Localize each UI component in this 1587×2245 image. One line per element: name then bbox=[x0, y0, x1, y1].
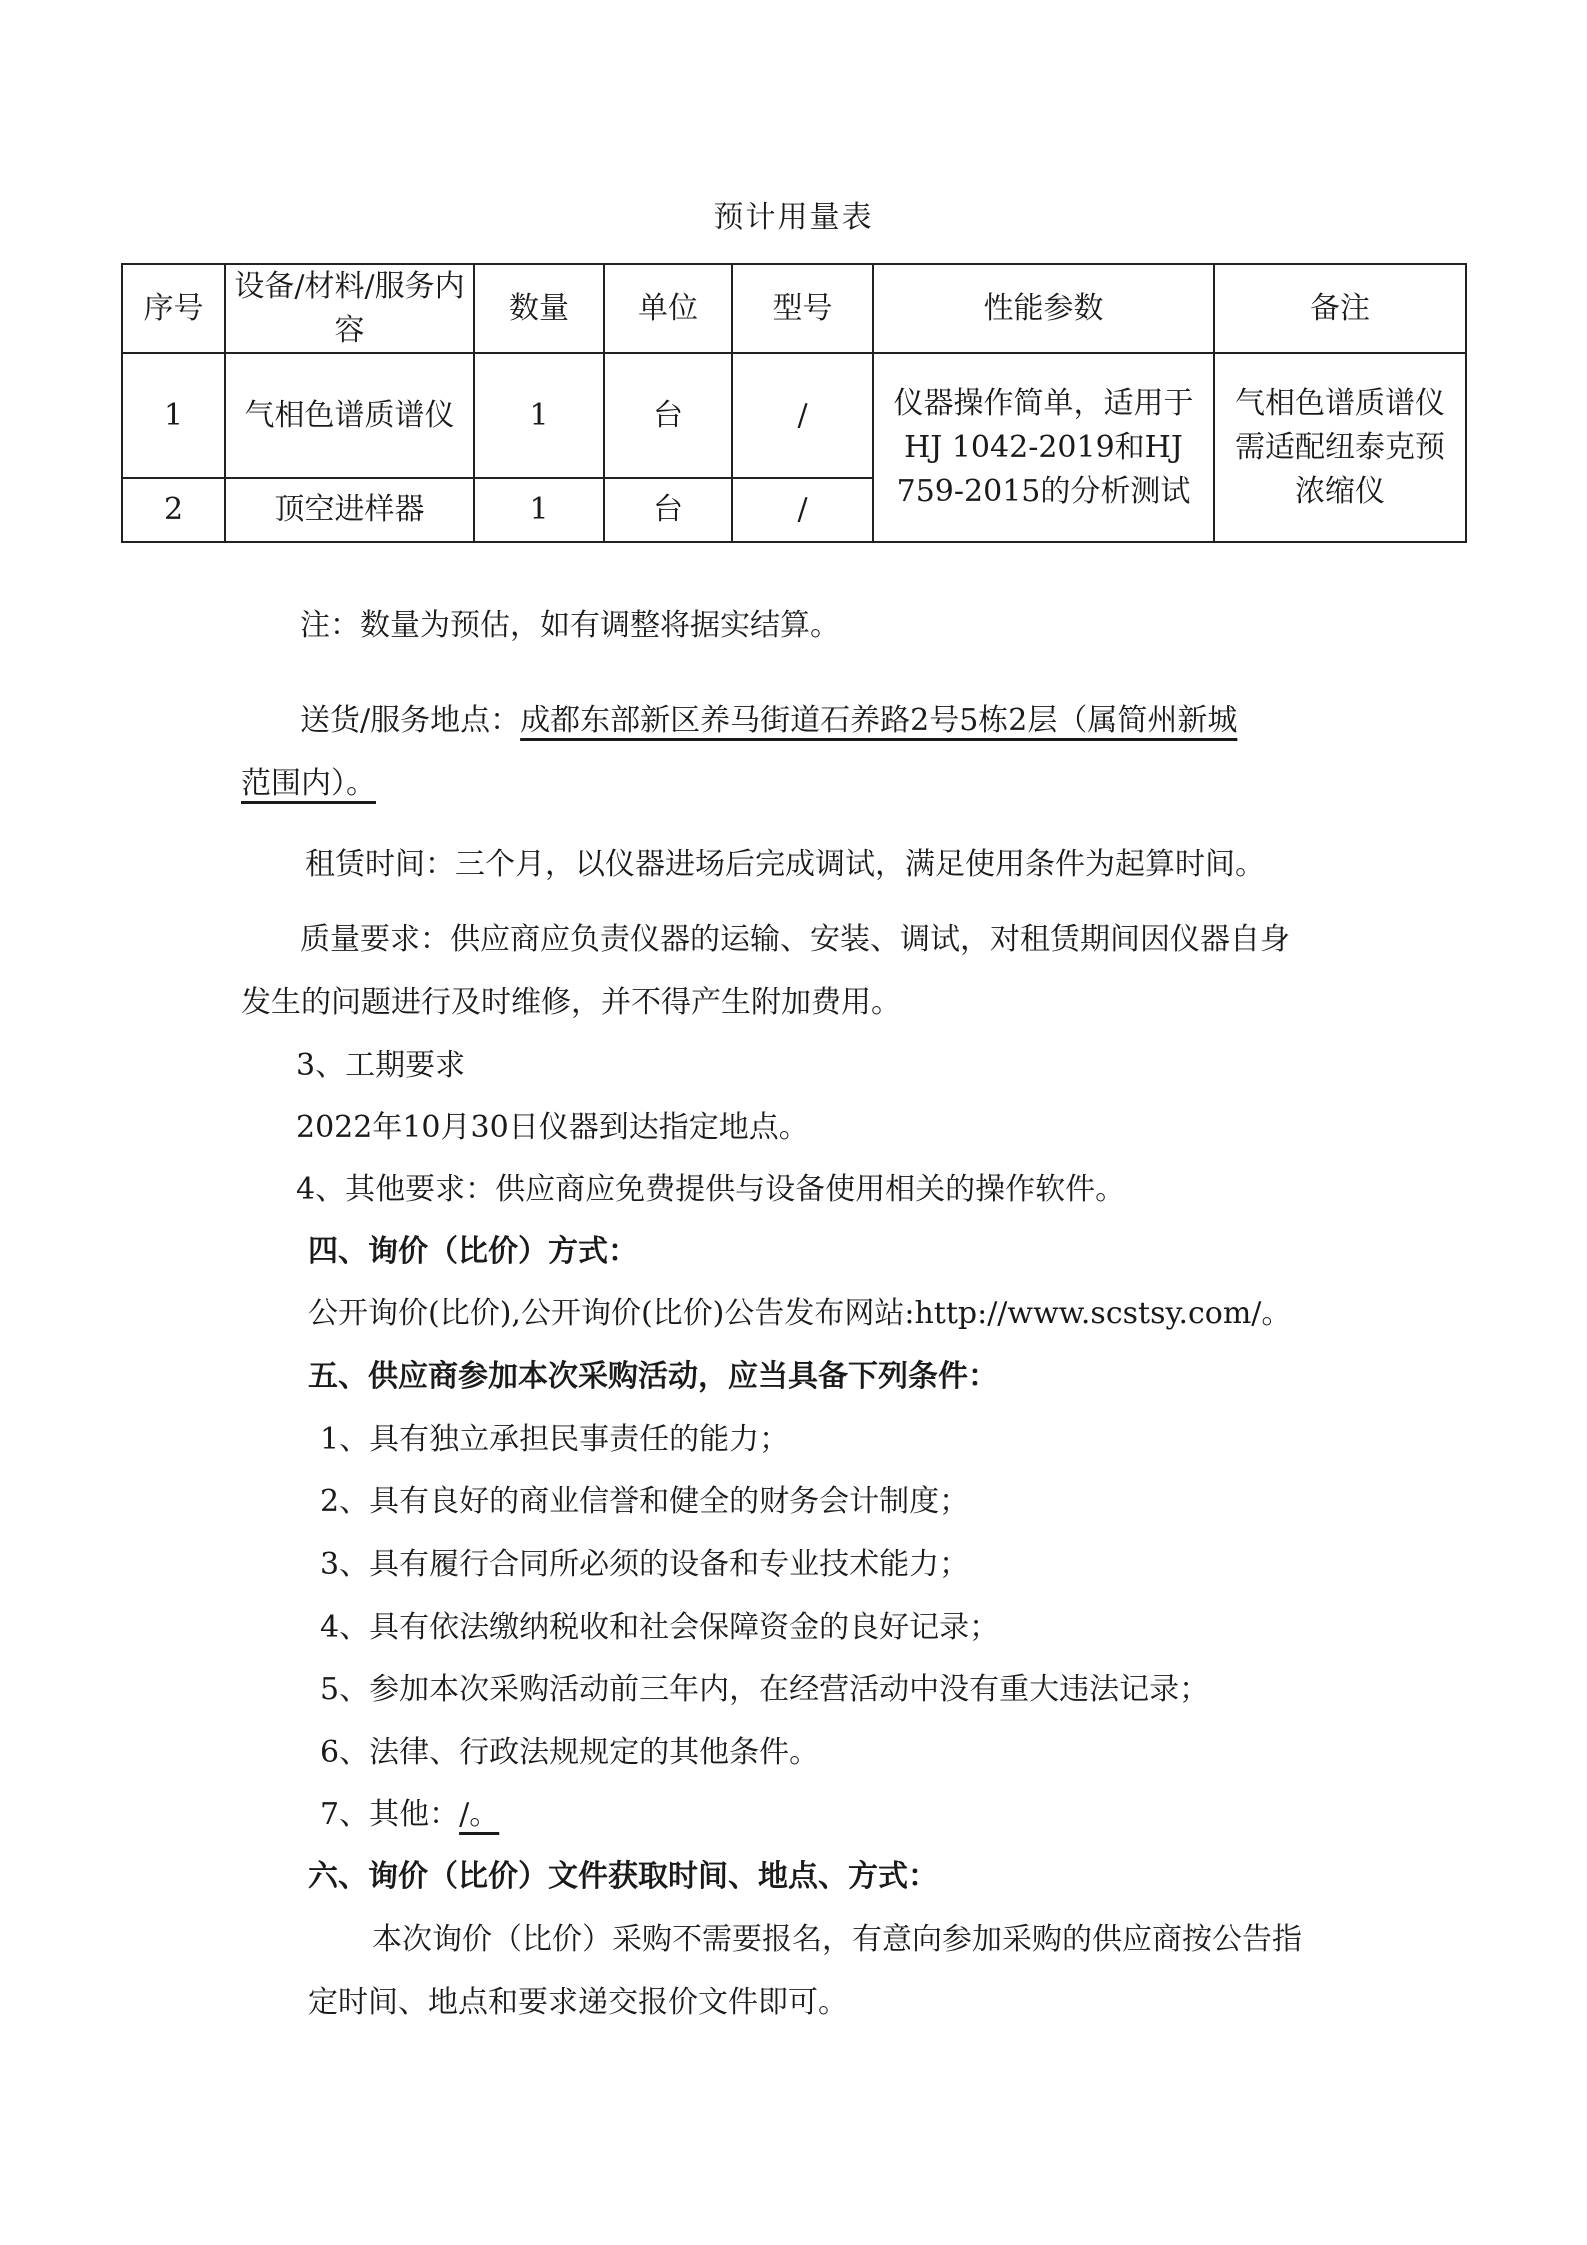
section4-heading: 四、询价（比价）方式： bbox=[308, 1234, 638, 1269]
condition-item: 3、具有履行合同所必须的设备和专业技术能力； bbox=[320, 1547, 970, 1582]
table-title: 预计用量表 bbox=[713, 200, 874, 235]
cell-qty: 1 bbox=[474, 478, 604, 542]
cell-model: / bbox=[732, 478, 873, 542]
header-remark: 备注 bbox=[1214, 264, 1466, 353]
condition-item: 6、法律、行政法规规定的其他条件。 bbox=[320, 1735, 820, 1770]
delivery-line-2 bbox=[241, 752, 376, 816]
other-requirements: 4、其他要求：供应商应免费提供与设备使用相关的操作软件。 bbox=[296, 1172, 1126, 1207]
header-qty: 数量 bbox=[474, 264, 604, 353]
section6-line1: 本次询价（比价）采购不需要报名，有意向参加采购的供应商按公告指 bbox=[372, 1922, 1302, 1957]
section4-text: 公开询价(比价),公开询价(比价)公告发布网站:http://www.scstsy.com/。 bbox=[308, 1296, 1292, 1331]
schedule-heading: 3、工期要求 bbox=[296, 1048, 466, 1083]
condition-7-value: /。 bbox=[459, 1797, 500, 1832]
table-header-row bbox=[122, 264, 1466, 353]
condition-item: 4、具有依法缴纳税收和社会保障资金的良好记录； bbox=[320, 1610, 1000, 1645]
quality-req-line2: 发生的问题进行及时维修，并不得产生附加费用。 bbox=[241, 985, 901, 1020]
section6-line2: 定时间、地点和要求递交报价文件即可。 bbox=[308, 1985, 848, 2020]
condition-item: 5、参加本次采购活动前三年内，在经营活动中没有重大违法记录； bbox=[320, 1672, 1210, 1707]
cell-no: 2 bbox=[122, 478, 225, 542]
cell-performance: 仪器操作简单，适用于HJ 1042-2019和HJ 759-2015的分析测试 bbox=[873, 353, 1214, 542]
delivery-address-cont: 范围内）。 bbox=[241, 766, 376, 801]
header-unit: 单位 bbox=[604, 264, 732, 353]
section6-heading: 六、询价（比价）文件获取时间、地点、方式： bbox=[308, 1859, 938, 1894]
header-no: 序号 bbox=[122, 264, 225, 353]
cell-no: 1 bbox=[122, 353, 225, 478]
cell-remark: 气相色谱质谱仪需适配纽泰克预浓缩仪 bbox=[1214, 353, 1466, 542]
delivery-label: 送货/服务地点： bbox=[300, 703, 521, 738]
cell-unit: 台 bbox=[604, 478, 732, 542]
condition-item: 2、具有良好的商业信誉和健全的财务会计制度； bbox=[320, 1484, 970, 1519]
lease-time: 租赁时间：三个月，以仪器进场后完成调试，满足使用条件为起算时间。 bbox=[305, 847, 1265, 882]
header-item: 设备/材料/服务内容 bbox=[225, 264, 474, 353]
quality-req-line1: 质量要求：供应商应负责仪器的运输、安装、调试，对租赁期间因仪器自身 bbox=[300, 922, 1290, 957]
delivery-line bbox=[300, 689, 1237, 753]
cell-model: / bbox=[732, 353, 873, 478]
quantity-note: 注：数量为预估，如有调整将据实结算。 bbox=[300, 608, 840, 643]
schedule-text: 2022年10月30日仪器到达指定地点。 bbox=[296, 1110, 809, 1145]
cell-item: 气相色谱质谱仪 bbox=[225, 353, 474, 478]
usage-table bbox=[121, 263, 1467, 543]
condition-item-7 bbox=[320, 1783, 499, 1847]
section5-heading: 五、供应商参加本次采购活动，应当具备下列条件： bbox=[308, 1359, 998, 1394]
cell-qty: 1 bbox=[474, 353, 604, 478]
cell-item: 顶空进样器 bbox=[225, 478, 474, 542]
condition-7-label: 7、其他： bbox=[320, 1797, 460, 1832]
header-model: 型号 bbox=[732, 264, 873, 353]
header-performance: 性能参数 bbox=[873, 264, 1214, 353]
table-row bbox=[122, 353, 1466, 478]
cell-unit: 台 bbox=[604, 353, 732, 478]
condition-item: 1、具有独立承担民事责任的能力； bbox=[320, 1422, 790, 1457]
delivery-address: 成都东部新区养马街道石养路2号5栋2层（属简州新城 bbox=[520, 703, 1238, 738]
